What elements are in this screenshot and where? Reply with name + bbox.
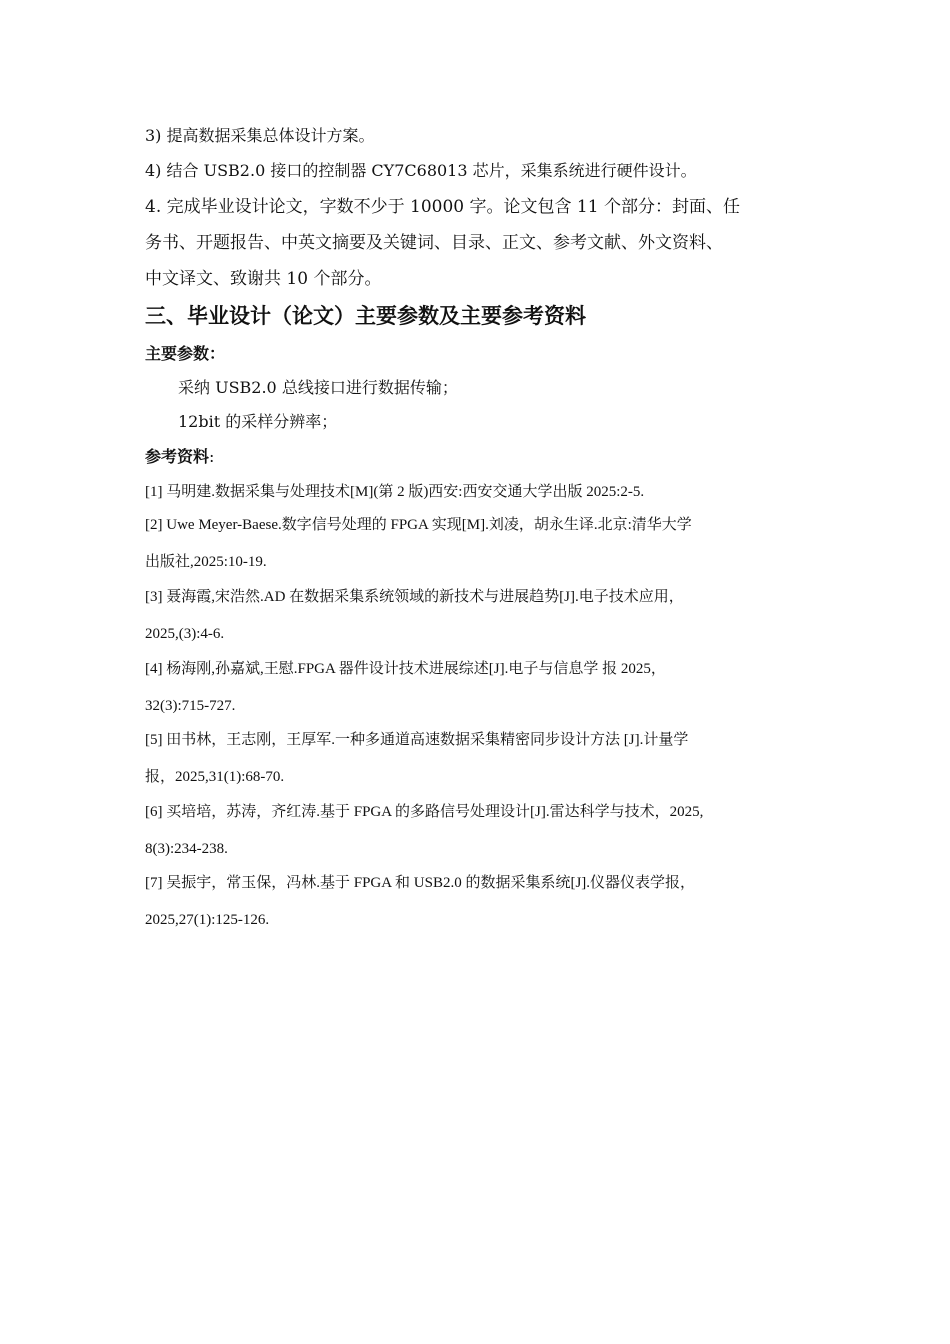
paragraph-4-line-1: 4. 完成毕业设计论文，字数不少于 10000 字。论文包含 11 个部分：封面、任 (145, 197, 740, 217)
reference-4-line-1: [4] 杨海刚,孙嘉斌,王慰.FPGA 器件设计技术进展综述[J].电子与信息学 报 2025， (145, 661, 666, 677)
reference-3-line-2: 2025,(3):4-6. (145, 626, 225, 642)
reference-6-line-1: [6] 买培培，苏涛，齐红涛.基于 FPGA 的多路信号处理设计[J].雷达科学与技术，2025, (145, 804, 704, 820)
references-colon: : (209, 447, 215, 466)
main-params-label: 主要参数： (145, 344, 226, 363)
reference-2-line-1: [2] Uwe Meyer-Baese.数字信号处理的 FPGA 实现[M].刘凌，胡永生译.北京:清华大学 (145, 517, 692, 533)
reference-3-line-1: [3] 聂海霞,宋浩然.AD 在数据采集系统领域的新技术与进展趋势[J].电子技术应用， (145, 589, 684, 605)
item-3: 3) 提高数据采集总体设计方案。 (145, 126, 375, 145)
param-resolution: 12bit 的采样分辨率； (178, 412, 338, 431)
paragraph-4-line-3: 中文译文、致谢共 10 个部分。 (145, 269, 382, 289)
reference-7-line-1: [7] 吴振宇，常玉保，冯林.基于 FPGA 和 USB2.0 的数据采集系统[J].仪器仪表学报， (145, 875, 696, 891)
paragraph-4-line-2: 务书、开题报告、中英文摘要及关键词、目录、正文、参考文献、外文资料、 (145, 233, 723, 253)
reference-7-line-2: 2025,27(1):125-126. (145, 912, 270, 928)
item-4: 4) 结合 USB2.0 接口的控制器 CY7C68013 芯片，采集系统进行硬件设计。 (145, 161, 697, 180)
reference-5-line-2: 报，2025,31(1):68-70. (145, 769, 285, 785)
references-heading (145, 447, 214, 467)
param-usb: 采纳 USB2.0 总线接口进行数据传输； (178, 378, 458, 397)
reference-6-line-2: 8(3):234-238. (145, 841, 228, 857)
reference-1: [1] 马明建.数据采集与处理技术[M](第 2 版)西安:西安交通大学出版 2025:2-5. (145, 484, 645, 500)
reference-5-line-1: [5] 田书林，王志刚，王厚军.一种多通道高速数据采集精密同步设计方法 [J].计量学 (145, 732, 689, 748)
references-label: 参考资料 (145, 447, 210, 466)
reference-2-line-2: 出版社,2025:10-19. (145, 554, 267, 570)
reference-4-line-2: 32(3):715-727. (145, 698, 236, 714)
section-heading: 三、毕业设计（论文）主要参数及主要参考资料 (145, 304, 586, 328)
